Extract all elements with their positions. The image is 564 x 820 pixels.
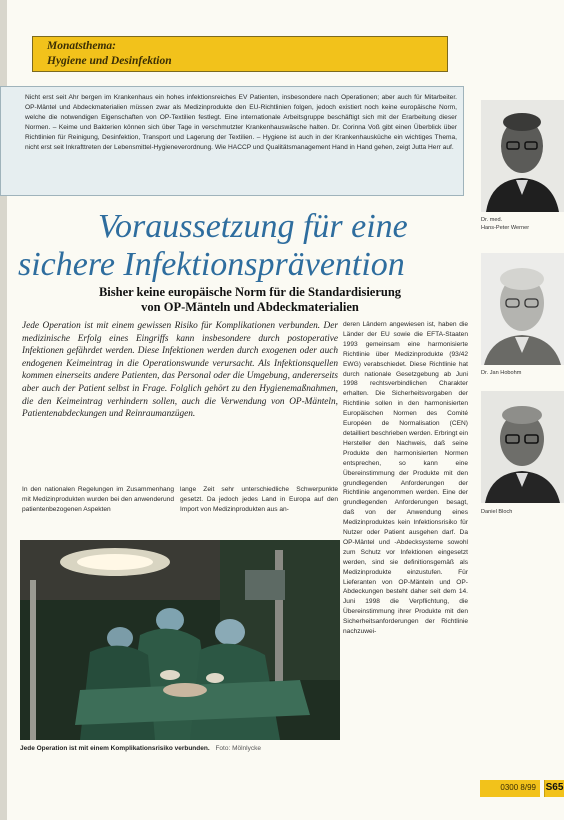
portrait-photo — [481, 253, 564, 365]
headline-line-2: sichere Infektionsprävention — [18, 246, 405, 283]
page-number: S65 — [544, 780, 564, 797]
subheadline-line-2: von OP-Mänteln und Abdeckmaterialien — [141, 300, 359, 314]
subheadline-line-1: Bisher keine europäische Norm für die Standardisierung — [98, 285, 402, 299]
photo-caption — [20, 744, 350, 753]
portrait-name: Dr. med. Hans-Peter Werner — [481, 217, 530, 231]
theme-box — [32, 36, 448, 72]
article-headline — [18, 208, 468, 284]
theme-label: Monatsthema: — [47, 40, 117, 52]
surgery-photo — [20, 540, 340, 740]
portrait-photo — [481, 100, 564, 212]
headline-line-1: Voraussetzung für eine — [98, 208, 408, 245]
portrait-photo — [481, 391, 564, 503]
portrait-name: Daniel Bloch — [481, 509, 513, 515]
body-column-c: deren Ländern angewiesen ist, haben die Länder der EU sowie die EFTA-Staaten 1993 gemeinsam eine harmonisierte Richtlinie über Medizinprodukte (93/42 EWG) verabschiedet. Diese Richtlinie hat durch nationale Gesetzgebung ab Juni 1998 rechtsverbindlichen Charakter erhalten. Die Sicherheitsvorgaben der Richtlinie sollen in den harmonisierten Europäischen Normen des Comité Européen de Normalisation (CEN) detailliert beschrieben werden. Erbringt ein Hersteller den Nachweis, daß seine Produkte den harmonisierten Normen entsprechen, so kann eine Übereinstimmung der Produkte mit den grundlegenden Anforderungen der Richtlinie angenommen werden. Eine der grundlegenden Anforderungen besagt, daß von der Anwendung eines Medizinproduktes kein Infektionsrisiko für Nutzer oder Patient ausgehen darf. Da OP-Mäntel und -Abdecksysteme sowohl zum Schutz vor Infektionen eingesetzt werden, sind sie definitionsgemäß als Medizinprodukte einzustufen. Für Lieferanten von OP-Mänteln und OP-Abdeckungen besteht daher seit dem 14. Juni 1998 die Verpflichtung, die Übereinstimmung ihrer Produkte mit den Sicherheitsanforderungen der Richtlinie nachzuwei- — [343, 321, 468, 636]
theme-title: Hygiene und Desinfektion — [47, 55, 172, 67]
caption-text: Jede Operation ist mit einem Komplikationsrisiko verbunden. — [20, 745, 210, 752]
article-subheadline — [30, 285, 470, 315]
body-column-b: lange Zeit sehr unterschiedliche Schwerpunkte gesetzt. Da jedoch jedes Land in Europa auf den Import von Medizinprodukten aus an- — [180, 486, 338, 513]
body-column-a: In den nationalen Regelungen im Zusammenhang mit Medizinprodukten wurden bei den anwenderund patientenbezogenen Aspekten — [22, 486, 174, 513]
caption-credit: Foto: Mölnlycke — [215, 745, 261, 752]
lead-paragraph: Jede Operation ist mit einem gewissen Risiko für Komplikationen verbunden. Der medizinische Erfolg eines Eingriffs kann insbesondere durch postoperative Infektionen gefährdet werden. Diese Infektionen werden durch exogenen oder auch endogenen Keimeintrag in die Operationswunde verursacht. Als Infektionsquellen kommen einerseits andere Patienten, das Personal oder die Umgebung, andererseits aber auch der Patient selbst in Frage. Folglich gehört zu den Hygienemaßnahmen, die den Keimeintrag verhindern sollen, auch die Verwendung von OP-Mänteln, Patientenabdeckungen und Reinraumanzügen. — [22, 321, 338, 420]
intro-box: Nicht erst seit Ahr bergen im Krankenhaus ein hohes infektionsreiches EV Patienten, insbesondere nach Operationen; aber auch für Mitarbeiter. OP-Mäntel und Abdeckmaterialien müssen zwar als Medizinprodukte den EU-Richtlinien folgen, jedoch existiert noch keine europäische Norm, welche die notwendigen Eigenschaften von OP-Textilien festlegt. Eine internationale Arbeitsgruppe beschäftigt sich mit der Erarbeitung dieser Normen. – Keime und Bakterien können sich über Tage in verschmutzter Krankenhauswäsche halten. Dr. Corinna Voß gibt einen Überblick über Richtlinien für Reinigung, Desinfektion, Transport und Lagerung der Textilien. – Hygiene ist auch in der Krankenhausküche ein wichtiges Thema, nicht erst seit Inkrafttreten der Lebensmittel-Hygieneverordnung. Wie HACCP und Qualitätsmanagement Hand in Hand gehen, zeigt Jutta Herr auf. — [0, 86, 464, 196]
issue-label: 0300 8/99 — [480, 780, 540, 797]
portrait-name: Dr. Jan Hobohm — [481, 370, 522, 376]
